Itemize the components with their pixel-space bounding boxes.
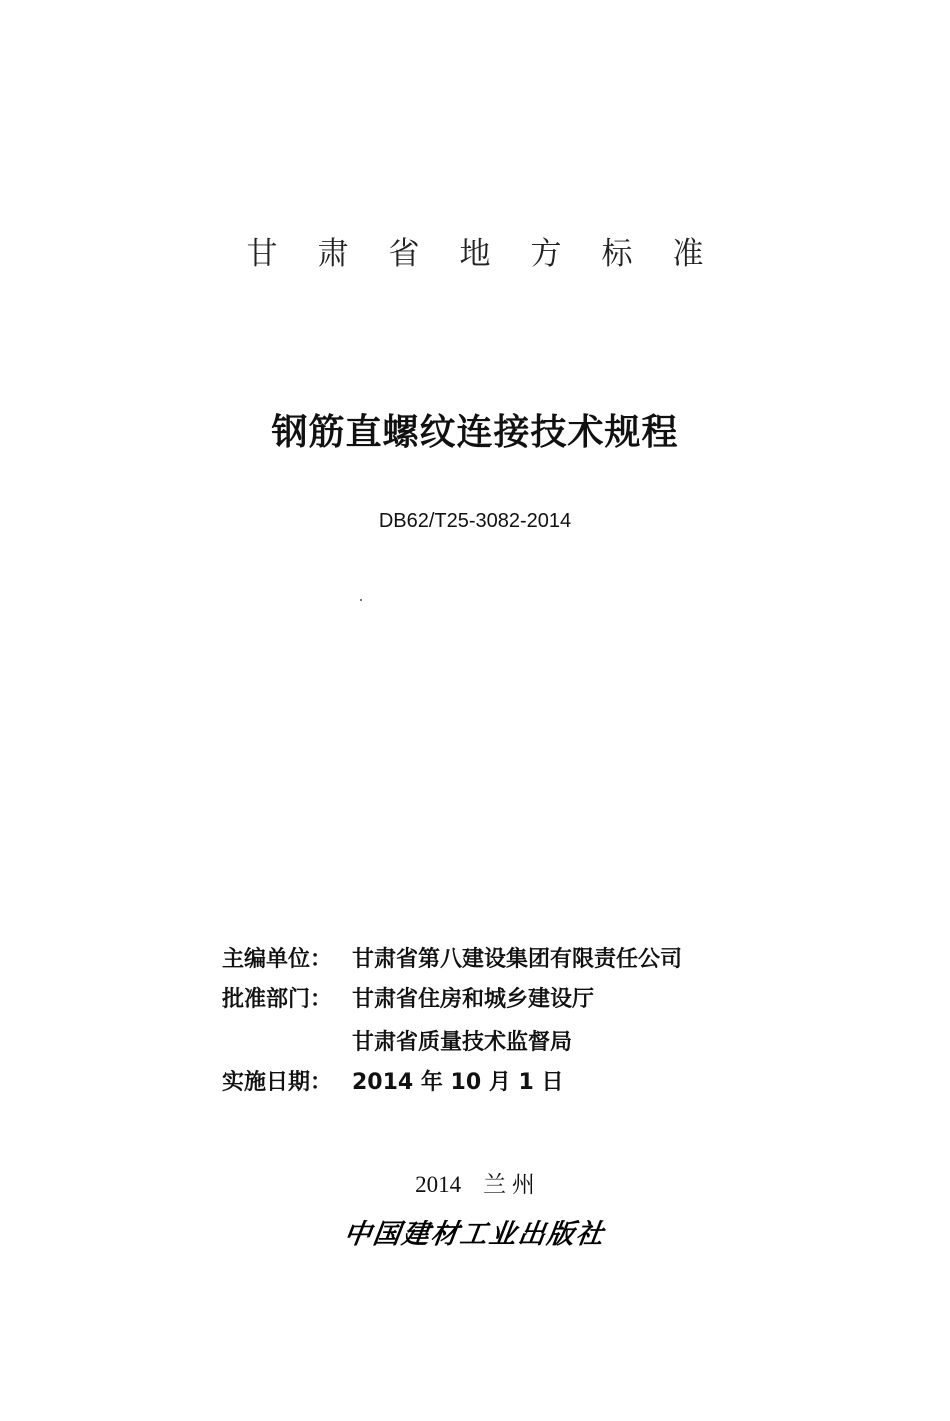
effective-date-value: 2014 年 10 月 1 日 <box>352 1070 564 1095</box>
standard-code: DB62/T25-3082-2014 <box>378 510 572 532</box>
scan-speck <box>360 599 362 601</box>
standard-type-heading: 甘肃省地方标准 <box>246 236 744 272</box>
publication-year: 2014 <box>415 1172 462 1197</box>
publisher-name: 中国建材工业出版社 <box>341 1219 608 1250</box>
chief-editor-value: 甘肃省第八建设集团有限责任公司 <box>352 947 683 972</box>
approval-label: 批准部门： <box>222 987 333 1012</box>
approval-value-1: 甘肃省住房和城乡建设厅 <box>352 987 595 1012</box>
publication-city: 兰 州 <box>483 1172 535 1197</box>
effective-date-row <box>222 1068 563 1098</box>
approval-row <box>222 985 594 1015</box>
approval-row-2 <box>222 1028 572 1058</box>
approval-value-2: 甘肃省质量技术监督局 <box>352 1030 573 1055</box>
chief-editor-row <box>222 945 682 975</box>
document-title: 钢筋直螺纹连接技术规程 <box>271 412 679 453</box>
publication-year-city <box>0 1166 950 1199</box>
chief-editor-label: 主编单位： <box>222 947 333 972</box>
effective-date-label: 实施日期： <box>222 1070 333 1095</box>
